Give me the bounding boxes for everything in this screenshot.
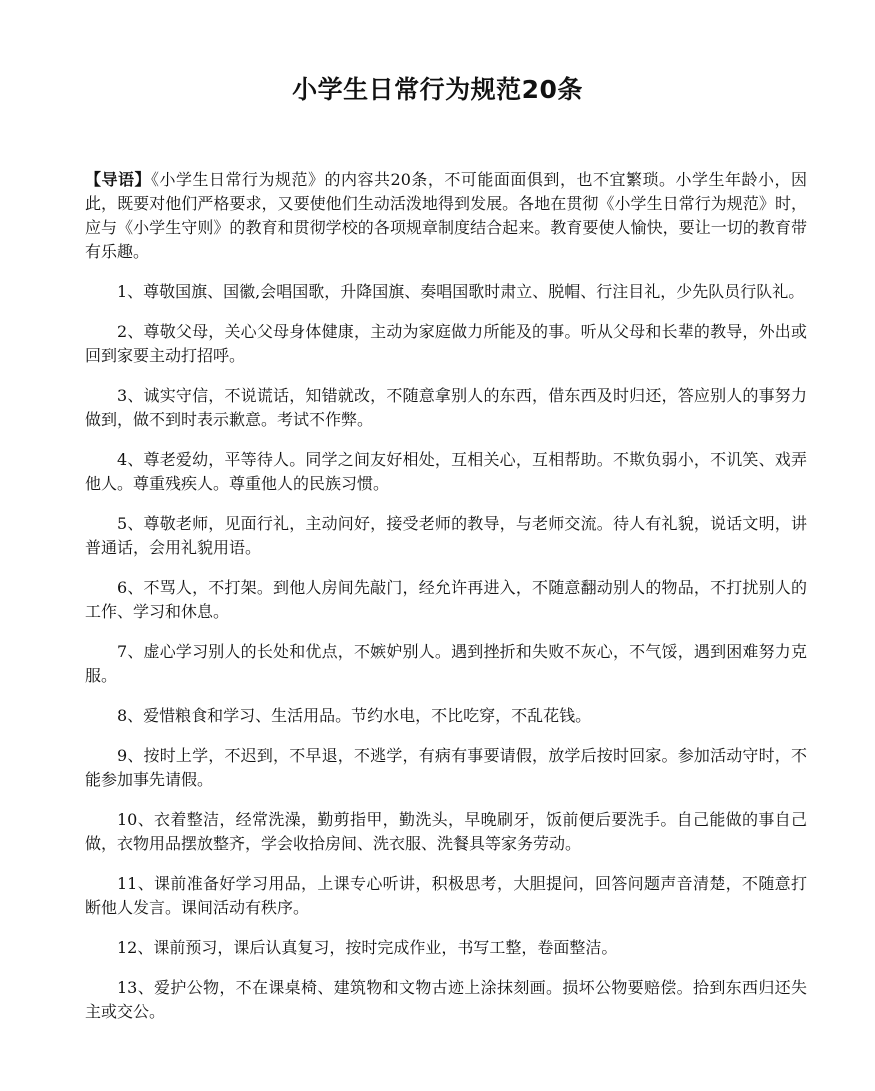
rule-item-11: 11、课前准备好学习用品，上课专心听讲，积极思考，大胆提问，回答问题声音清楚，不随意打断他人发言。课间活动有秩序。 [85, 874, 807, 917]
intro-text: 《小学生日常行为规范》的内容共20条，不可能面面俱到，也不宜繁琐。小学生年龄小，因此，既要对他们严格要求，又要使他们生动活泼地得到发展。各地在贯彻《小学生日常行为规范》时，应与《小学生守则》的教育和贯彻学校的各项规章制度结合起来。教育要使人愉快，要让一切的教育带有乐趣。 [85, 170, 807, 261]
rule-item-9: 9、按时上学，不迟到，不早退，不逃学，有病有事要请假，放学后按时回家。参加活动守时，不能参加事先请假。 [85, 746, 807, 789]
rule-item-4: 4、尊老爱幼，平等待人。同学之间友好相处，互相关心，互相帮助。不欺负弱小，不讥笑、戏弄他人。尊重残疾人。尊重他人的民族习惯。 [85, 450, 807, 493]
rule-item-13: 13、爱护公物，不在课桌椅、建筑物和文物古迹上涂抹刻画。损坏公物要赔偿。拾到东西归还失主或交公。 [85, 978, 807, 1021]
rule-item-12: 12、课前预习，课后认真复习，按时完成作业，书写工整，卷面整洁。 [117, 938, 618, 957]
rule-item-5: 5、尊敬老师，见面行礼，主动问好，接受老师的教导，与老师交流。待人有礼貌，说话文明，讲普通话，会用礼貌用语。 [85, 514, 807, 557]
rule-item-7: 7、虚心学习别人的长处和优点，不嫉妒别人。遇到挫折和失败不灰心，不气馁，遇到困难努力克服。 [85, 642, 807, 685]
intro-tag: 【导语】 [85, 170, 152, 189]
rule-item-1: 1、尊敬国旗、国徽,会唱国歌，升降国旗、奏唱国歌时肃立、脱帽、行注目礼，少先队员行队礼。 [117, 282, 805, 301]
rule-item-3: 3、诚实守信，不说谎话，知错就改，不随意拿别人的东西，借东西及时归还，答应别人的事努力做到，做不到时表示歉意。考试不作弊。 [85, 386, 807, 429]
rule-item-6: 6、不骂人，不打架。到他人房间先敲门，经允许再进入，不随意翻动别人的物品，不打扰别人的工作、学习和休息。 [85, 578, 807, 621]
page-title: 小学生日常行为规范20条 [292, 75, 583, 104]
intro-paragraph [85, 168, 807, 264]
document-body [85, 168, 807, 1040]
rule-item-10: 10、衣着整洁，经常洗澡，勤剪指甲，勤洗头，早晚刷牙，饭前便后要洗手。自己能做的事自己做，衣物用品摆放整齐，学会收拾房间、洗衣服、洗餐具等家务劳动。 [85, 810, 807, 853]
rule-item-8: 8、爱惜粮食和学习、生活用品。节约水电，不比吃穿，不乱花钱。 [117, 706, 592, 725]
rule-item-2: 2、尊敬父母，关心父母身体健康，主动为家庭做力所能及的事。听从父母和长辈的教导，外出或回到家要主动打招呼。 [85, 322, 807, 365]
